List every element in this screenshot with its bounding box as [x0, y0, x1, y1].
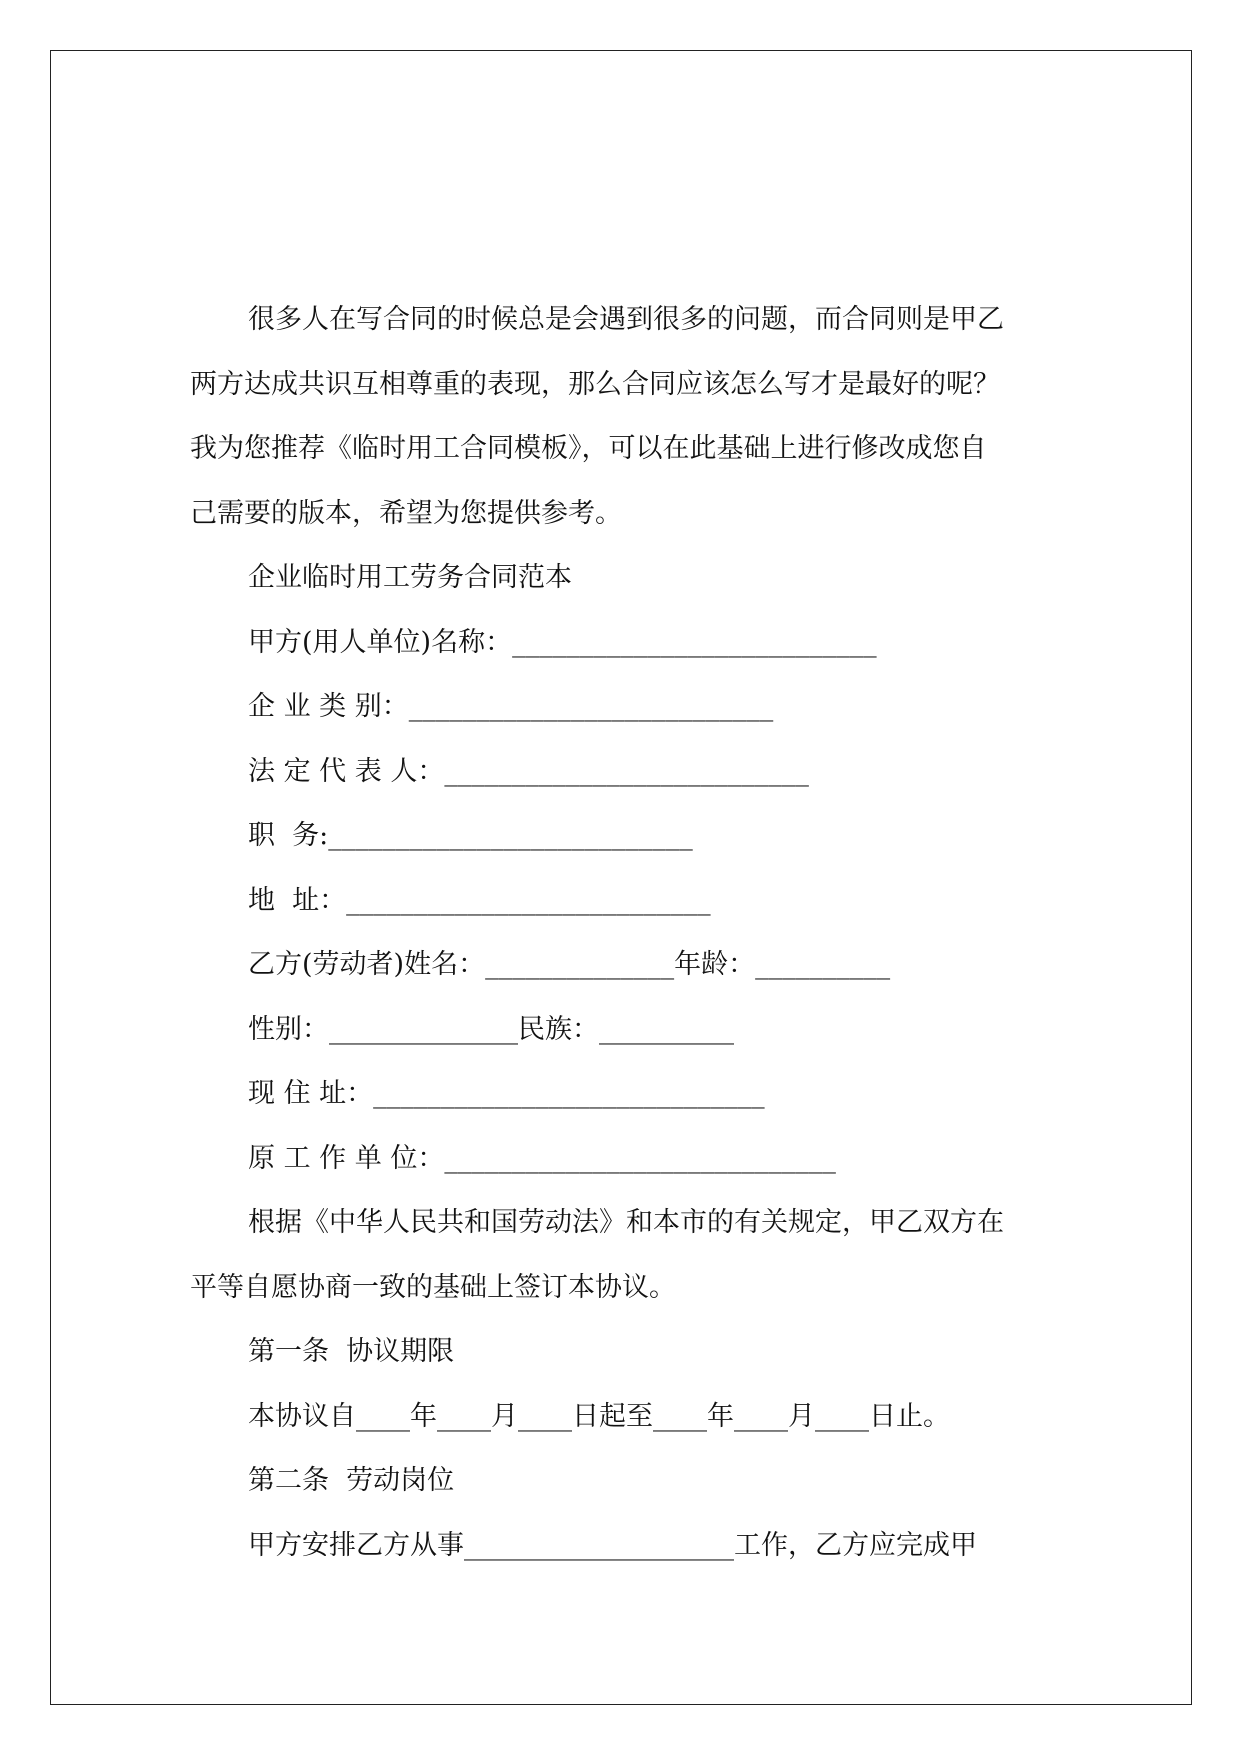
field-former-employer: 原 工 作 单 位：_____________________________ [248, 1142, 836, 1174]
field-legal-representative: 法 定 代 表 人：___________________________ [248, 755, 809, 787]
article-2-text: 甲方安排乙方从事____________________工作，乙方应完成甲 [248, 1529, 977, 1561]
intro-line-2: 两方达成共识互相尊重的表现，那么合同应该怎么写才是最好的呢？ [190, 368, 1000, 400]
intro-line-3: 我为您推荐《临时用工合同模板》，可以在此基础上进行修改成您自 [190, 433, 987, 464]
preamble-line-2: 平等自愿协商一致的基础上签订本协议。 [190, 1271, 676, 1303]
document-body [190, 288, 1060, 1578]
article-2-title: 第二条 劳动岗位 [248, 1465, 455, 1496]
field-enterprise-type: 企 业 类 别：___________________________ [248, 691, 774, 722]
field-address: 地 址：___________________________ [248, 884, 711, 916]
intro-line-1: 很多人在写合同的时候总是会遇到很多的问题，而合同则是甲乙 [248, 304, 1004, 335]
document-title: 企业临时用工劳务合同范本 [248, 562, 572, 593]
field-position: 职 务:___________________________ [248, 820, 693, 851]
intro-line-4: 己需要的版本，希望为您提供参考。 [190, 497, 622, 529]
field-gender-ethnicity: 性别：______________民族：__________ [248, 1013, 734, 1045]
field-party-b-name-age: 乙方(劳动者)姓名：______________年龄：__________ [248, 949, 891, 980]
article-1-title: 第一条 协议期限 [248, 1336, 455, 1367]
preamble-line-1: 根据《中华人民共和国劳动法》和本市的有关规定，甲乙双方在 [248, 1207, 1004, 1238]
article-1-text: 本协议自____年____月____日起至____年____月____日止。 [248, 1400, 950, 1432]
field-current-address: 现 住 址：_____________________________ [248, 1078, 765, 1109]
field-party-a-name: 甲方(用人单位)名称：___________________________ [248, 626, 877, 658]
